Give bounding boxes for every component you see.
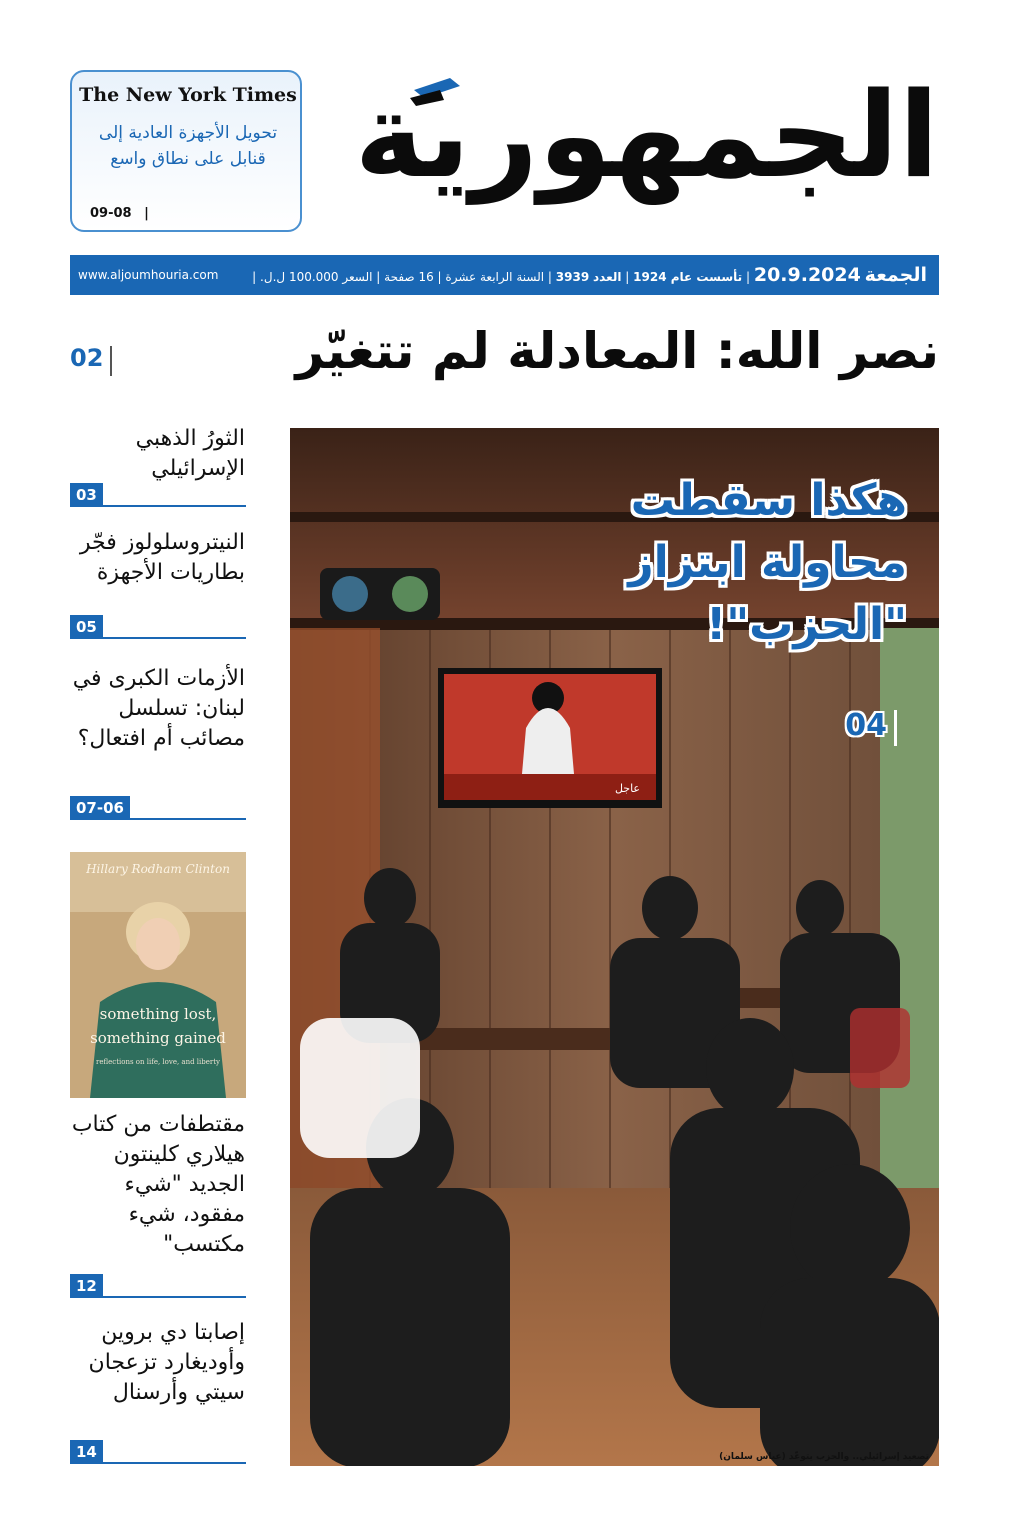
nyt-feature-box[interactable]	[70, 70, 302, 232]
teaser-4-page: 12	[70, 1274, 103, 1298]
teaser-4-rule	[70, 1296, 246, 1298]
masthead-title: الجمهورية	[354, 66, 939, 204]
nyt-feature-pages: 09-08 |	[90, 206, 149, 221]
teaser-5-rule	[70, 1462, 246, 1464]
dateline-founded: تأسست عام 1924	[633, 270, 743, 284]
dateline-bar	[70, 255, 939, 295]
teaser-3-page: 07-06	[70, 796, 130, 820]
lead-photo[interactable]	[290, 428, 939, 1466]
teaser-1-text[interactable]: الثورُ الذهبي الإسرائيلي	[135, 426, 245, 481]
main-headline-page: 02	[70, 344, 104, 372]
photo-headline-page: 04	[845, 708, 887, 743]
book-cover-image[interactable]	[70, 852, 246, 1098]
nyt-logo: The New York Times	[79, 84, 297, 106]
main-headline-separator	[110, 346, 112, 376]
dateline-price: السعر 100.000 ل.ل.	[260, 270, 373, 284]
teaser-2-rule	[70, 637, 246, 639]
teaser-5-page: 14	[70, 1440, 103, 1464]
teaser-2-page: 05	[70, 615, 103, 639]
teaser-5-text[interactable]: إصابتا دي بروين وأوديغارد تزعجان سيتي وأرسنال	[88, 1320, 245, 1405]
teaser-4-text[interactable]: مقتطفات من كتاب هيلاري كلينتون الجديد "شيء مفقود، شيء مكتسب"	[71, 1112, 245, 1257]
dateline-date: 20.9.2024	[753, 264, 861, 286]
teaser-3-rule	[70, 818, 246, 820]
photo-caption: تصعيد إسرائيلي.. والحزب يتوعّد (عباس سلمان)	[719, 1452, 929, 1462]
nyt-pages-number: 09-08	[90, 206, 132, 221]
book-title: something lost, something gained	[90, 1005, 226, 1047]
teaser-1-page: 03	[70, 483, 103, 507]
dateline-url[interactable]: www.aljoumhouria.com	[78, 268, 219, 282]
book-author: Hillary Rodham Clinton	[86, 862, 230, 876]
tv-banner-text: عاجل	[614, 782, 640, 795]
dateline-info: الجمعة 20.9.2024 | تأسست عام 1924 | العدد 3939 | السنة الرابعة عشرة | 16 صفحة | السعر 100.000 ل.ل. |	[252, 264, 927, 286]
dateline-year: السنة الرابعة عشرة	[445, 270, 545, 284]
dateline-issue-label: العدد	[593, 270, 622, 284]
nyt-feature-text: تحويل الأجهزة العادية إلى قنابل على نطاق واسع	[98, 123, 278, 169]
photo-page-separator	[894, 710, 897, 746]
book-subtitle: reflections on life, love, and liberty	[95, 1058, 221, 1066]
dateline-day: الجمعة	[864, 264, 927, 286]
teaser-3-text[interactable]: الأزمات الكبرى في لبنان: تسلسل مصائب أم افتعال؟	[72, 666, 245, 751]
dateline-issue: 3939	[555, 270, 590, 284]
teaser-2-text[interactable]: النيتروسلولوز فجّر بطاريات الأجهزة	[79, 530, 245, 585]
teaser-1-rule	[70, 505, 246, 507]
main-headline[interactable]: نصر الله: المعادلة لم تتغيّر	[295, 322, 939, 380]
photo-headline[interactable]: هكذا سقطت محاولة ابتزاز "الحزب"!	[628, 475, 907, 650]
dateline-pages: 16 صفحة	[384, 270, 434, 284]
